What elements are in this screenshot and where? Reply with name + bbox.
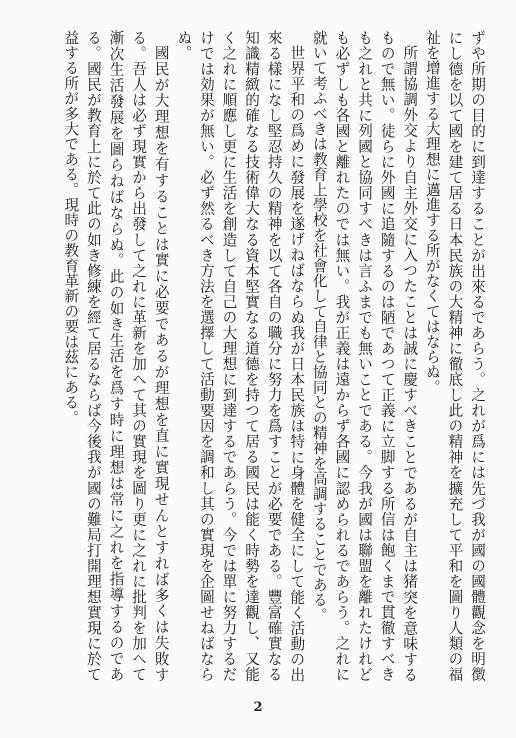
page-number: 2	[253, 700, 263, 715]
paragraph-3: 世界平和の爲めに發展を遂げねばならぬ我が日本民族は特に身體を健全にして能く活動の出來る樣になし堅忍持久の精神を以て各自の職分に努力を爲すことが必要である。豐富確實なる知識精緻的確なる技術偉大なる資本堅實なる道德を持つて居る國民は能く時勢を達觀し、又能く之れに順應し更に生活を創造して自己の大理想に到達するであらう。今では單に努力するだけでは効果が無い。必ず然るべき方法を選擇して活動要因を調和し其の實現を企圖せねばならぬ。	[175, 30, 306, 682]
paragraph-1: ずや所期の目的に到達することが出來るであらう。之れが爲には先づ我が國の國體觀念を明徴にし德を以て國を建て居る日本民族の大精神に徹底し此の精神を擴充して平和を圖り人類の福祉を增進する大理想に邁進する所がなくてはならぬ。	[423, 30, 486, 682]
body-text	[26, 30, 488, 682]
paragraph-4: 國民が大理想を有することは實に必要であるが理想を直に實現せんとすれば多くは失敗する。吾人は必ず現實から出發して之れに革新を加へて其の實現を圖り更に之れに批判を加へて漸次生活發展を圖らねばならぬ。此の如き生活を爲す時に理想は常に之れを指導するのである。國民が教育上に於て此の如き修練を經て居るならば今後我が國の難局打開理想實現に於て益する所が多大である。現時の教育革新の要は茲にある。	[62, 30, 170, 682]
paragraph-2: 所謂協調外交より自主外交に入つたことは誠に慶すべきことであるが自主は猪突を意味するもので無い。徒らに外國に追隨するのは陋であつて正義に立脚する所信は飽くまで貫徹すべきも之れと共に列國と協同すべきは言ふまでも無いことである。今我が國は聯盟を離れたけれども必ずしも各國と離れたのでは無い。我が正義は遠からず各國に認められるであらう。之れに就いて考ふべきは教育上學校を社會化して自律と協同との精神を高調することである。	[310, 30, 419, 682]
